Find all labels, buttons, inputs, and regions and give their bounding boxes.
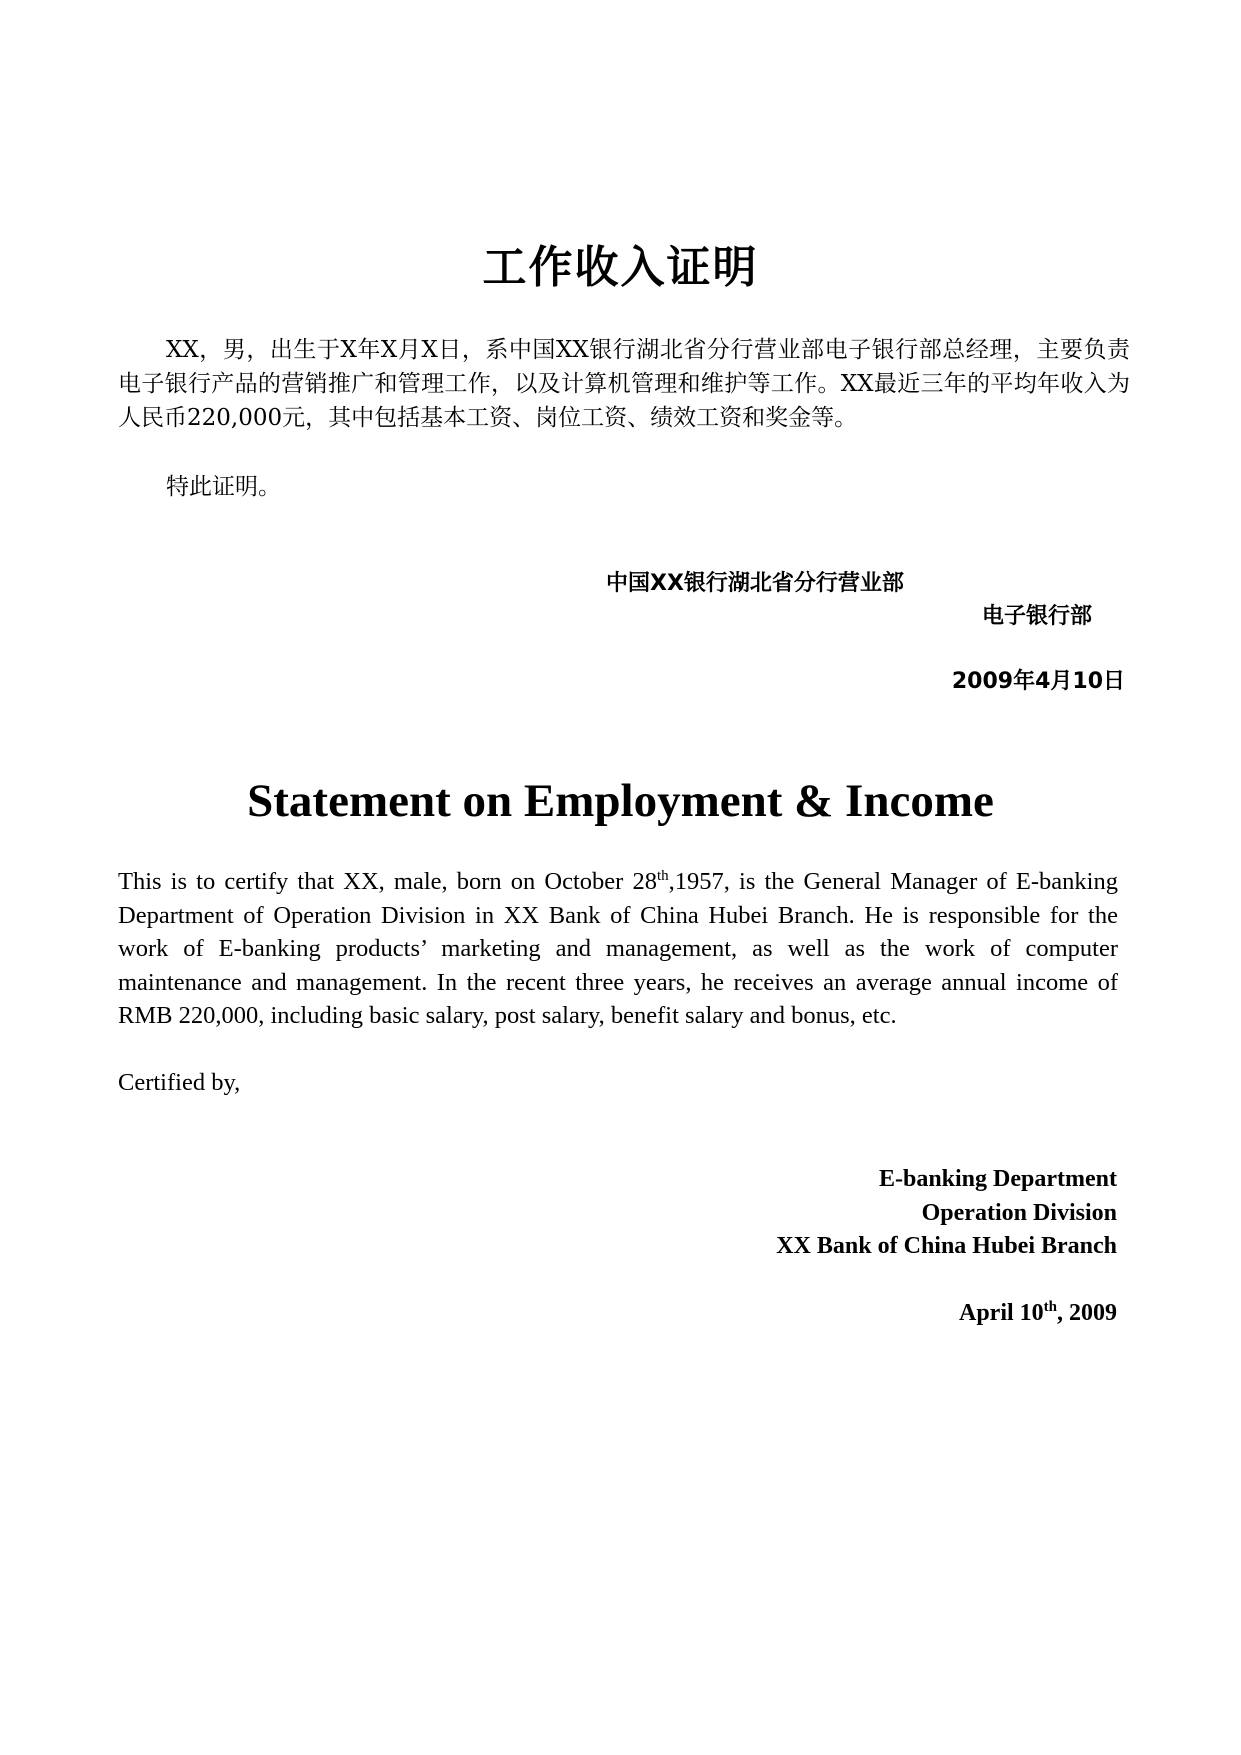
english-paragraph-superscript: th <box>656 868 669 884</box>
signature-division: Operation Division <box>921 1199 1117 1226</box>
english-signature-block <box>776 1163 1117 1264</box>
signature-department: E-banking Department <box>878 1166 1117 1192</box>
english-paragraph-part1: This is to certify that XX, male, born on October 28 <box>118 868 657 895</box>
chinese-date: 2009年4月10日 <box>951 669 1125 694</box>
english-date-part1: April 10 <box>958 1300 1044 1326</box>
chinese-title: 工作收入证明 <box>482 242 759 293</box>
chinese-organization: 中国XX银行湖北省分行营业部 <box>606 571 904 596</box>
english-paragraph <box>118 865 1118 1033</box>
signature-bank: XX Bank of China Hubei Branch <box>776 1233 1117 1259</box>
chinese-paragraph: XX，男，出生于X年X月X日，系中国XX银行湖北省分行营业部电子银行部总经理，主要负责电子银行产品的营销推广和管理工作，以及计算机管理和维护等工作。XX最近三年的平均年收入为人民币220,000元，其中包括基本工资、岗位工资、绩效工资和奖金等。 <box>118 337 1130 431</box>
english-date <box>959 1297 1117 1330</box>
chinese-certify-text: 特此证明。 <box>166 474 281 500</box>
english-title: Statement on Employment & Income <box>247 775 994 827</box>
english-certified-by: Certified by, <box>118 1069 241 1096</box>
english-date-part2: , 2009 <box>1057 1300 1117 1326</box>
english-paragraph-part2: ,1957, is the General Manager of E-banking Department of Operation Division in XX Bank of China Hubei Branch. He is responsible for the work of E-banking products’ marketing and management, as well as the work of computer maintenance and management. In the recent three years, he receives an average annual income of RMB 220,000, including basic salary, post salary, benefit salary and bonus, etc. <box>118 868 1118 1029</box>
chinese-body <box>118 333 1130 435</box>
chinese-department: 电子银行部 <box>982 604 1093 629</box>
english-date-superscript: th <box>1043 1299 1057 1315</box>
